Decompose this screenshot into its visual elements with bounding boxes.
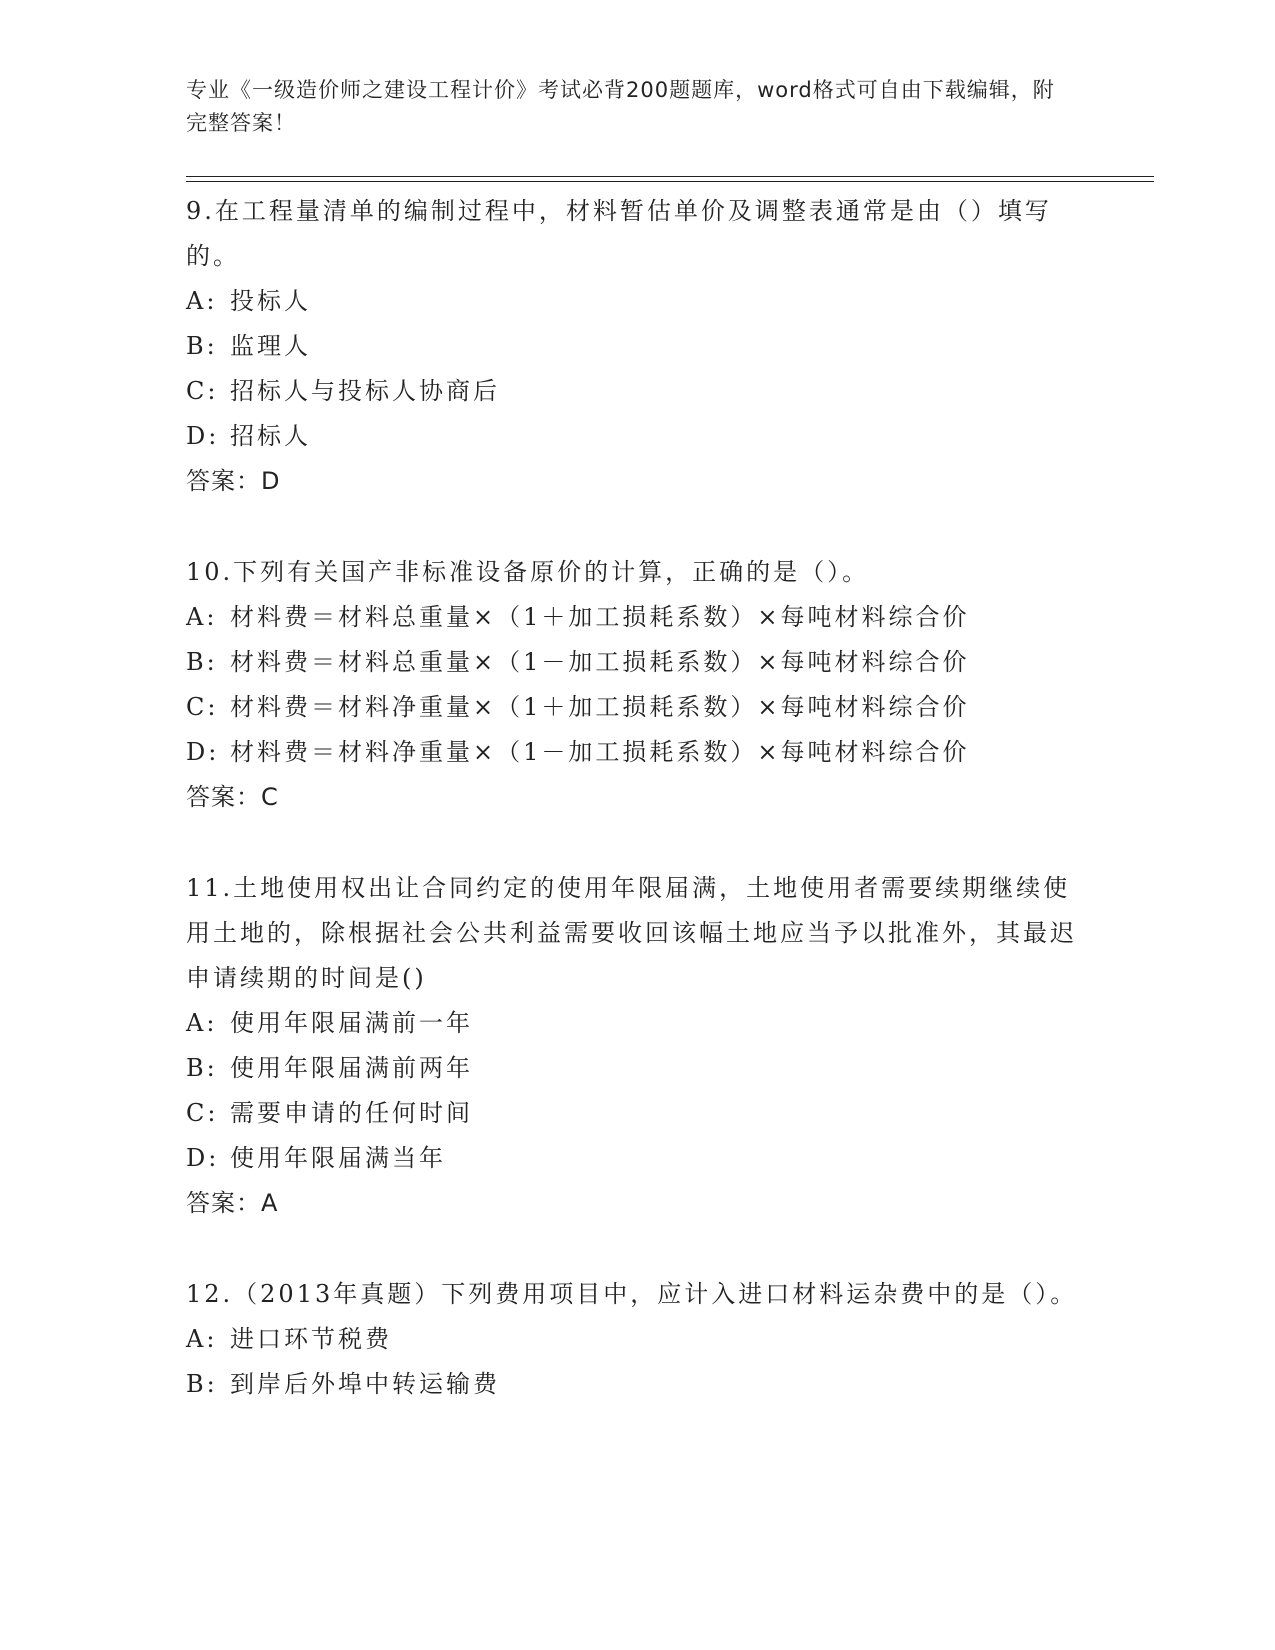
question-stem: 12.（2013年真题）下列费用项目中，应计入进口材料运杂费中的是（）。 bbox=[186, 1280, 1078, 1308]
option-b bbox=[186, 640, 1086, 685]
option-list bbox=[186, 1317, 1086, 1407]
question-stem: 10.下列有关国产非标准设备原价的计算，正确的是（）。 bbox=[186, 558, 870, 586]
option-text: 招标人与投标人协商后 bbox=[230, 377, 500, 405]
option-letter: A: bbox=[186, 1325, 218, 1353]
option-text: 监理人 bbox=[230, 332, 311, 360]
option-text: 到岸后外埠中转运输费 bbox=[230, 1370, 500, 1398]
option-a bbox=[186, 595, 1086, 640]
option-letter: A: bbox=[186, 287, 218, 315]
option-letter: C: bbox=[186, 693, 219, 721]
option-letter: B: bbox=[186, 648, 218, 676]
question-stem: 9.在工程量清单的编制过程中，材料暂估单价及调整表通常是由（）填写的。 bbox=[186, 197, 1052, 270]
answer-line: 答案：D bbox=[186, 467, 281, 495]
option-text: 招标人 bbox=[230, 422, 311, 450]
option-list bbox=[186, 595, 1086, 775]
option-a bbox=[186, 1001, 1086, 1046]
question-list bbox=[186, 189, 1086, 1453]
option-text: 投标人 bbox=[230, 287, 311, 315]
option-text: 使用年限届满前一年 bbox=[230, 1009, 473, 1037]
header-divider-bottom bbox=[186, 181, 1154, 182]
option-text: 材料费＝材料净重量×（1＋加工损耗系数）×每吨材料综合价 bbox=[230, 693, 970, 721]
option-letter: B: bbox=[186, 1370, 218, 1398]
option-b bbox=[186, 1362, 1086, 1407]
question-12 bbox=[186, 1272, 1086, 1407]
option-c bbox=[186, 369, 1086, 414]
question-9 bbox=[186, 189, 1086, 504]
option-d bbox=[186, 414, 1086, 459]
option-d bbox=[186, 1136, 1086, 1181]
option-letter: C: bbox=[186, 1099, 219, 1127]
option-list bbox=[186, 279, 1086, 459]
option-text: 进口环节税费 bbox=[230, 1325, 392, 1353]
question-10 bbox=[186, 550, 1086, 820]
option-letter: C: bbox=[186, 377, 219, 405]
document-header: 专业《一级造价师之建设工程计价》考试必背200题题库，word格式可自由下载编辑，附完整答案！ bbox=[186, 78, 1055, 135]
option-letter: D: bbox=[186, 1144, 220, 1172]
option-text: 需要申请的任何时间 bbox=[230, 1099, 473, 1127]
option-text: 材料费＝材料总重量×（1－加工损耗系数）×每吨材料综合价 bbox=[230, 648, 970, 676]
answer-line: 答案：A bbox=[186, 1189, 279, 1217]
option-d bbox=[186, 730, 1086, 775]
question-stem: 11.土地使用权出让合同约定的使用年限届满，土地使用者需要续期继续使用土地的，除根据社会公共利益需要收回该幅土地应当予以批准外，其最迟申请续期的时间是() bbox=[186, 874, 1077, 992]
option-b bbox=[186, 1046, 1086, 1091]
option-letter: A: bbox=[186, 1009, 218, 1037]
option-letter: B: bbox=[186, 1054, 218, 1082]
option-a bbox=[186, 1317, 1086, 1362]
option-text: 材料费＝材料总重量×（1＋加工损耗系数）×每吨材料综合价 bbox=[230, 603, 970, 631]
option-c bbox=[186, 1091, 1086, 1136]
answer-line: 答案：C bbox=[186, 783, 279, 811]
option-letter: A: bbox=[186, 603, 218, 631]
option-text: 使用年限届满前两年 bbox=[230, 1054, 473, 1082]
option-text: 材料费＝材料净重量×（1－加工损耗系数）×每吨材料综合价 bbox=[230, 738, 970, 766]
option-text: 使用年限届满当年 bbox=[230, 1144, 446, 1172]
option-letter: B: bbox=[186, 332, 218, 360]
header-divider-top bbox=[186, 176, 1154, 177]
option-b bbox=[186, 324, 1086, 369]
option-c bbox=[186, 685, 1086, 730]
option-list bbox=[186, 1001, 1086, 1181]
option-a bbox=[186, 279, 1086, 324]
option-letter: D: bbox=[186, 422, 220, 450]
question-11 bbox=[186, 866, 1086, 1226]
option-letter: D: bbox=[186, 738, 220, 766]
